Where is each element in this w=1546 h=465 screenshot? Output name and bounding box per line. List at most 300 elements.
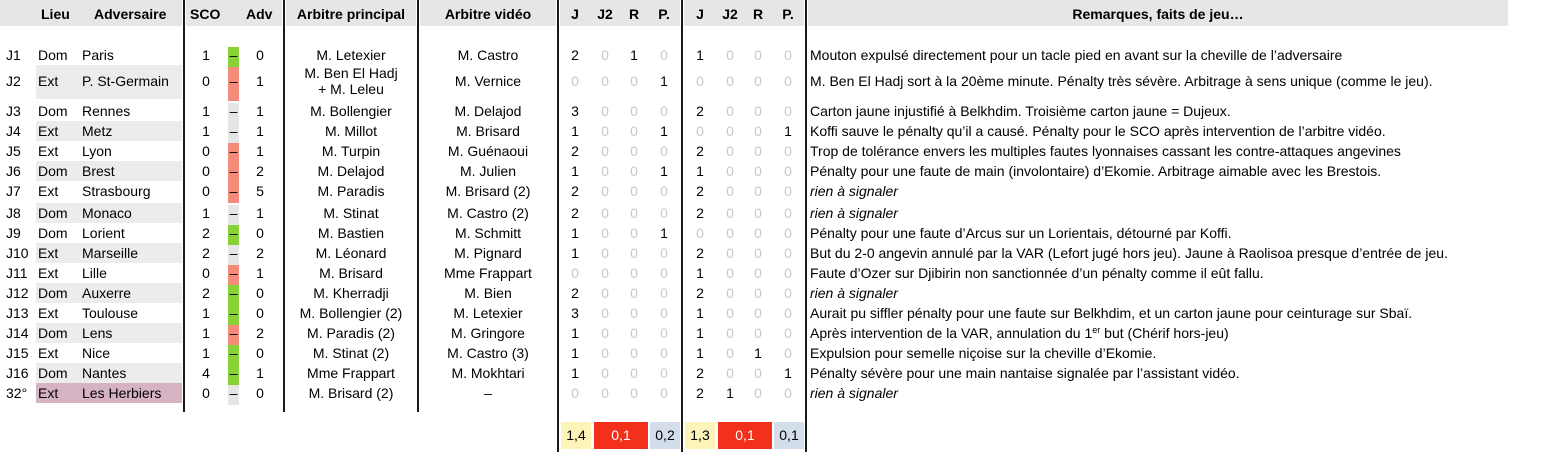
- arbitre-principal: M. Paradis (2): [307, 325, 395, 341]
- adv-r: 0: [754, 245, 762, 261]
- result-dash: –: [229, 225, 238, 241]
- table-row: [0, 181, 1546, 201]
- adv-j: 1: [696, 305, 704, 321]
- score-sco: 0: [202, 265, 210, 281]
- sco-p: 1: [660, 163, 668, 179]
- adversaire: Lens: [82, 325, 113, 341]
- header-adversaire: Adversaire: [94, 6, 167, 22]
- adv-r: 0: [754, 265, 762, 281]
- sco-j: 1: [571, 225, 579, 241]
- sco-j: 1: [571, 345, 579, 361]
- result-dash: –: [229, 123, 238, 139]
- sco-j: 0: [571, 265, 579, 281]
- header-adv-j: J: [696, 6, 704, 22]
- lieu: Ext: [38, 73, 59, 89]
- score-adv: 2: [256, 245, 264, 261]
- journee: J15: [6, 345, 29, 361]
- sco-j: 1: [571, 325, 579, 341]
- remarque: [810, 285, 898, 301]
- result-dash: –: [229, 365, 238, 381]
- sco-p: 1: [660, 123, 668, 139]
- sco-j: 1: [571, 245, 579, 261]
- adv-j2: 0: [726, 103, 734, 119]
- adv-p: 1: [784, 123, 792, 139]
- remarque: [810, 103, 1231, 119]
- remarque: [810, 183, 898, 199]
- lieu: Ext: [38, 305, 59, 321]
- score-adv: 1: [256, 73, 264, 89]
- adversaire: P. St-Germain: [82, 73, 169, 89]
- lieu: Ext: [38, 123, 59, 139]
- adv-p: 0: [784, 163, 792, 179]
- remarque: [810, 325, 1229, 341]
- remarque-text: Après intervention de la VAR, annulation du 1: [810, 325, 1093, 341]
- adv-j2: 0: [726, 225, 734, 241]
- arbitre-principal: M. Brisard (2): [308, 385, 394, 401]
- result-dash: –: [229, 103, 238, 119]
- journee: J11: [6, 265, 28, 281]
- table-row: [0, 121, 1546, 141]
- score-adv: 2: [256, 325, 264, 341]
- adv-p: 0: [784, 285, 792, 301]
- sco-p: 0: [660, 183, 668, 199]
- table-row: [0, 223, 1546, 243]
- adversaire: Lorient: [82, 225, 125, 241]
- adv-r: 0: [754, 183, 762, 199]
- arbitre-principal-line2: + M. Leleu: [318, 81, 384, 97]
- sco-r: 0: [630, 103, 638, 119]
- sco-r: 0: [630, 305, 638, 321]
- sco-r: 0: [630, 225, 638, 241]
- remarque-tail: but (Chérif hors-jeu): [1100, 325, 1229, 341]
- remarque-text: Mouton expulsé directement pour un tacle pied en avant sur la cheville de l’adversaire: [810, 47, 1343, 63]
- arbitre-principal: M. Delajod: [317, 163, 385, 179]
- adversaire: Marseille: [82, 245, 139, 261]
- adv-r: 0: [754, 143, 762, 159]
- journee: 32°: [6, 385, 28, 401]
- sco-j: 2: [571, 47, 579, 63]
- adv-j2: 0: [726, 73, 734, 89]
- header-adv: Adv: [246, 6, 273, 22]
- sco-j: 0: [571, 73, 579, 89]
- sco-r: 0: [630, 143, 638, 159]
- sco-p: 0: [660, 205, 668, 221]
- score-sco: 0: [202, 73, 210, 89]
- result-dash: –: [229, 73, 238, 89]
- sco-j2: 0: [601, 183, 609, 199]
- sco-p: 1: [660, 225, 668, 241]
- sco-j: 2: [571, 285, 579, 301]
- sco-p: 0: [660, 47, 668, 63]
- sco-j2: 0: [601, 143, 609, 159]
- header-adv-p: P.: [782, 6, 794, 22]
- adversaire: Nantes: [82, 365, 127, 381]
- arbitre-video: M. Bien: [464, 285, 512, 301]
- adv-j: 1: [696, 345, 704, 361]
- table-row: [0, 203, 1546, 223]
- adv-j: 2: [696, 183, 704, 199]
- score-sco: 0: [202, 143, 210, 159]
- adv-j: 2: [696, 205, 704, 221]
- sco-r: 0: [630, 73, 638, 89]
- adv-j: 1: [696, 265, 704, 281]
- header-sco-p: P.: [658, 6, 670, 22]
- sco-r: 0: [630, 325, 638, 341]
- table-row: [0, 45, 1546, 65]
- score-sco: 0: [202, 385, 210, 401]
- sco-p: 0: [660, 305, 668, 321]
- arbitre-principal: M. Stinat (2): [312, 345, 390, 361]
- journee: J14: [6, 325, 29, 341]
- remarque: [810, 47, 1342, 63]
- sco-r: 1: [630, 47, 638, 63]
- lieu: Ext: [38, 345, 59, 361]
- adv-r: 0: [754, 285, 762, 301]
- remarque: [810, 73, 1433, 89]
- score-adv: 1: [256, 205, 264, 221]
- adv-j2: 0: [726, 345, 734, 361]
- remarque-text: Pénalty sévère pour une main nantaise signalée par l’assistant vidéo.: [810, 365, 1240, 381]
- result-dash: –: [229, 163, 238, 179]
- result-dash: –: [229, 245, 238, 261]
- sco-r: 0: [630, 365, 638, 381]
- score-adv: 0: [256, 345, 264, 361]
- adv-j2: 0: [726, 163, 734, 179]
- sco-j2: 0: [601, 365, 609, 381]
- journee: J7: [6, 183, 21, 199]
- lieu: Dom: [38, 325, 68, 341]
- sco-p: 0: [660, 365, 668, 381]
- remarque-text: Expulsion pour semelle niçoise sur la cheville d’Ekomie.: [810, 345, 1157, 361]
- score-sco: 1: [202, 47, 210, 63]
- sco-j2: 0: [601, 285, 609, 301]
- score-sco: 1: [202, 123, 210, 139]
- sco-j: 2: [571, 183, 579, 199]
- arbitre-video: M. Pignard: [454, 245, 522, 261]
- remarque: [810, 265, 1264, 281]
- sco-j: 2: [571, 205, 579, 221]
- journee: J16: [6, 365, 29, 381]
- lieu: Dom: [38, 47, 68, 63]
- adv-p: 0: [784, 305, 792, 321]
- remarque: [810, 143, 1401, 159]
- lieu: Dom: [38, 103, 68, 119]
- total-adv-r: 0,1: [718, 422, 772, 449]
- total-sco-p: 0,2: [650, 422, 680, 449]
- adv-j: 2: [696, 103, 704, 119]
- remarque: [810, 365, 1240, 381]
- sco-j2: 0: [601, 325, 609, 341]
- remarque-text: M. Ben El Hadj sort à la 20ème minute. Pénalty très sévère. Arbitrage à sens unique (comme le jeu).: [810, 73, 1433, 89]
- adv-p: 0: [784, 265, 792, 281]
- adv-j2: 0: [726, 47, 734, 63]
- score-sco: 2: [202, 245, 210, 261]
- adv-j: 1: [696, 325, 704, 341]
- result-dash: –: [229, 385, 238, 401]
- arbitre-video: M. Castro (3): [447, 345, 529, 361]
- score-sco: 1: [202, 325, 210, 341]
- sco-j2: 0: [601, 47, 609, 63]
- result-dash: –: [229, 143, 238, 159]
- adversaire: Metz: [82, 123, 113, 139]
- header-sco: SCO: [190, 6, 221, 22]
- arbitre-principal: M. Millot: [324, 123, 378, 139]
- journee: J6: [6, 163, 21, 179]
- adv-j: 2: [696, 285, 704, 301]
- adv-j2: 0: [726, 205, 734, 221]
- adv-j: 2: [696, 365, 704, 381]
- remarque-text: rien à signaler: [810, 285, 898, 301]
- header-adv-r: R: [752, 6, 764, 22]
- adv-p: 1: [784, 365, 792, 381]
- adv-j2: 0: [726, 285, 734, 301]
- adv-j: 1: [696, 47, 704, 63]
- sco-j: 1: [571, 123, 579, 139]
- adv-p: 0: [784, 103, 792, 119]
- sco-p: 1: [660, 73, 668, 89]
- arbitre-principal: Mme Frappart: [307, 365, 395, 381]
- score-sco: 1: [202, 205, 210, 221]
- score-sco: 4: [202, 365, 210, 381]
- adv-r: 0: [754, 205, 762, 221]
- sco-p: 0: [660, 345, 668, 361]
- table-row: [0, 141, 1546, 161]
- adv-r: 0: [754, 47, 762, 63]
- journee: J10: [6, 245, 29, 261]
- lieu: Ext: [38, 143, 59, 159]
- remarque-text: Faute d’Ozer sur Djibirin non sanctionnée d’un pénalty comme il eût fallu.: [810, 265, 1264, 281]
- score-sco: 2: [202, 285, 210, 301]
- lieu: Ext: [38, 385, 59, 401]
- sco-j2: 0: [601, 345, 609, 361]
- adversaire: Monaco: [82, 205, 132, 221]
- arbitre-video: M. Mokhtari: [451, 365, 525, 381]
- lieu: Dom: [38, 285, 68, 301]
- result-dash: –: [229, 265, 238, 281]
- arbitre-video: M. Julien: [459, 163, 517, 179]
- sco-r: 0: [630, 183, 638, 199]
- header-sco-j2: J2: [597, 6, 613, 22]
- sco-j: 3: [571, 103, 579, 119]
- score-adv: 0: [256, 385, 264, 401]
- result-dash: –: [229, 325, 238, 341]
- table-row: [0, 263, 1546, 283]
- lieu: Dom: [38, 225, 68, 241]
- adv-p: 0: [784, 47, 792, 63]
- remarque-text: But du 2-0 angevin annulé par la VAR (Lefort jugé hors jeu). Jaune à Raolisoa presque d’entrée de jeu.: [810, 245, 1448, 261]
- adv-j2: 0: [726, 325, 734, 341]
- journee: J8: [6, 205, 21, 221]
- total-sco-r: 0,1: [594, 422, 648, 449]
- arbitre-video: M. Vernice: [454, 73, 522, 89]
- total-adv-p: 0,1: [774, 422, 804, 449]
- arbitre-video: M. Letexier: [453, 305, 523, 321]
- arbitre-principal: M. Brisard: [319, 265, 383, 281]
- adv-j: 2: [696, 245, 704, 261]
- score-adv: 2: [256, 163, 264, 179]
- table-row: [0, 323, 1546, 343]
- remarque-text: Koffi sauve le pénalty qu’il a causé. Pénalty pour le SCO après intervention de l’arbitre vidéo.: [810, 123, 1386, 139]
- adv-j: 2: [696, 385, 704, 401]
- remarque: [810, 205, 898, 221]
- journee: J12: [6, 285, 29, 301]
- score-sco: 1: [202, 103, 210, 119]
- score-sco: 2: [202, 225, 210, 241]
- arbitre-video: M. Delajod: [454, 103, 522, 119]
- arbitre-principal: M. Kherradji: [313, 285, 389, 301]
- adv-j2: 0: [726, 183, 734, 199]
- table-row: [0, 363, 1546, 383]
- adv-p: 0: [784, 245, 792, 261]
- sco-r: 0: [630, 385, 638, 401]
- header-sco-r: R: [628, 6, 640, 22]
- adv-j2: 0: [726, 265, 734, 281]
- header-lieu: Lieu: [41, 6, 70, 22]
- score-sco: 0: [202, 163, 210, 179]
- score-adv: 1: [256, 365, 264, 381]
- sco-p: 0: [660, 103, 668, 119]
- arbitre-video: M. Castro (2): [447, 205, 529, 221]
- arbitre-video: M. Brisard (2): [445, 183, 531, 199]
- sco-r: 0: [630, 285, 638, 301]
- journee: J3: [6, 103, 21, 119]
- score-sco: 1: [202, 345, 210, 361]
- journee: J1: [6, 47, 21, 63]
- score-adv: 1: [256, 103, 264, 119]
- sco-r: 0: [630, 245, 638, 261]
- sco-j2: 0: [601, 225, 609, 241]
- remarque-text: Aurait pu siffler pénalty pour une faute sur Belkhdim, et un carton jaune pour ceinturage sur Sbaï.: [810, 305, 1413, 321]
- adv-r: 0: [754, 305, 762, 321]
- header-adv-j2: J2: [722, 6, 738, 22]
- sco-j2: 0: [601, 163, 609, 179]
- remarque-sup: er: [1092, 325, 1101, 335]
- adv-r: 0: [754, 225, 762, 241]
- adv-r: 0: [754, 385, 762, 401]
- adv-p: 0: [784, 345, 792, 361]
- remarque: [810, 225, 1232, 241]
- table-row: [0, 383, 1546, 403]
- sco-p: 0: [660, 245, 668, 261]
- journee: J13: [6, 305, 29, 321]
- adv-j2: 1: [726, 385, 734, 401]
- adv-p: 0: [784, 225, 792, 241]
- sco-r: 0: [630, 163, 638, 179]
- lieu: Dom: [38, 205, 68, 221]
- arbitre-video: –: [484, 385, 492, 401]
- remarque-text: Pénalty pour une faute de main (involontaire) d’Ekomie. Arbitrage aimable avec les Brestois.: [810, 163, 1382, 179]
- remarque-text: Carton jaune injustifié à Belkhdim. Troisième carton jaune = Dujeux.: [810, 103, 1231, 119]
- lieu: Ext: [38, 265, 59, 281]
- sco-p: 0: [660, 143, 668, 159]
- table-row: [0, 243, 1546, 263]
- arbitre-principal: M. Letexier: [316, 47, 386, 63]
- arbitre-video: M. Castro: [457, 47, 519, 63]
- header-remarques: Remarques, faits de jeu…: [1072, 6, 1244, 22]
- sco-j2: 0: [601, 305, 609, 321]
- sco-r: 0: [630, 345, 638, 361]
- adversaire: Paris: [82, 47, 114, 63]
- lieu: Ext: [38, 245, 59, 261]
- result-dash: –: [229, 285, 238, 301]
- journee: J5: [6, 143, 21, 159]
- sco-p: 0: [660, 385, 668, 401]
- sco-j2: 0: [601, 265, 609, 281]
- arbitre-principal: M. Léonard: [315, 245, 387, 261]
- sco-r: 0: [630, 205, 638, 221]
- total-adv-j: 1,3: [685, 422, 715, 449]
- sco-j: 3: [571, 305, 579, 321]
- header-arbitre-principal: Arbitre principal: [296, 6, 406, 22]
- adversaire: Nice: [82, 345, 111, 361]
- remarque-text: Pénalty pour une faute d’Arcus sur un Lorientais, détourné par Koffi.: [810, 225, 1232, 241]
- adv-r: 0: [754, 163, 762, 179]
- score-sco: 0: [202, 183, 210, 199]
- sco-j2: 0: [601, 385, 609, 401]
- arbitre-principal: M. Bollengier: [310, 103, 392, 119]
- arbitre-principal: M. Stinat: [323, 205, 379, 221]
- sco-j: 0: [571, 385, 579, 401]
- adv-j: 0: [696, 225, 704, 241]
- adv-j2: 0: [726, 365, 734, 381]
- result-dash: –: [229, 183, 238, 199]
- adv-r: 0: [754, 103, 762, 119]
- sco-j: 1: [571, 365, 579, 381]
- adversaire: Toulouse: [82, 305, 139, 321]
- sco-j2: 0: [601, 245, 609, 261]
- lieu: Ext: [38, 183, 59, 199]
- adversaire: Strasbourg: [82, 183, 151, 199]
- remarque: [810, 385, 898, 401]
- sco-j: 1: [571, 163, 579, 179]
- adv-j: 1: [696, 163, 704, 179]
- arbitre-principal: M. Turpin: [321, 143, 381, 159]
- arbitre-principal: M. Paradis: [317, 183, 385, 199]
- score-adv: 1: [256, 143, 264, 159]
- adv-p: 0: [784, 205, 792, 221]
- result-dash: –: [229, 345, 238, 361]
- score-adv: 0: [256, 225, 264, 241]
- table-row: [0, 65, 1546, 99]
- lieu: Dom: [38, 163, 68, 179]
- adv-j: 2: [696, 143, 704, 159]
- remarque: [810, 345, 1156, 361]
- journee: J4: [6, 123, 21, 139]
- score-sco: 1: [202, 305, 210, 321]
- table-row: [0, 101, 1546, 121]
- remarque: [810, 123, 1386, 139]
- adversaire: Auxerre: [82, 285, 132, 301]
- score-adv: 1: [256, 123, 264, 139]
- table-header: [0, 0, 1546, 28]
- adv-j2: 0: [726, 245, 734, 261]
- remarque: [810, 245, 1448, 261]
- remarque-text: rien à signaler: [810, 385, 898, 401]
- remarque-text: rien à signaler: [810, 183, 898, 199]
- arbitre-video: Mme Frappart: [444, 265, 532, 281]
- adv-j2: 0: [726, 305, 734, 321]
- adv-j2: 0: [726, 123, 734, 139]
- arbitre-principal: M. Bastien: [317, 225, 385, 241]
- sco-j2: 0: [601, 123, 609, 139]
- result-dash: –: [229, 305, 238, 321]
- score-adv: 0: [256, 47, 264, 63]
- adv-r: 0: [754, 365, 762, 381]
- adv-p: 0: [784, 325, 792, 341]
- header-arbitre-video: Arbitre vidéo: [444, 6, 532, 22]
- arbitre-video: M. Gringore: [451, 325, 525, 341]
- arbitre-video: M. Brisard: [456, 123, 520, 139]
